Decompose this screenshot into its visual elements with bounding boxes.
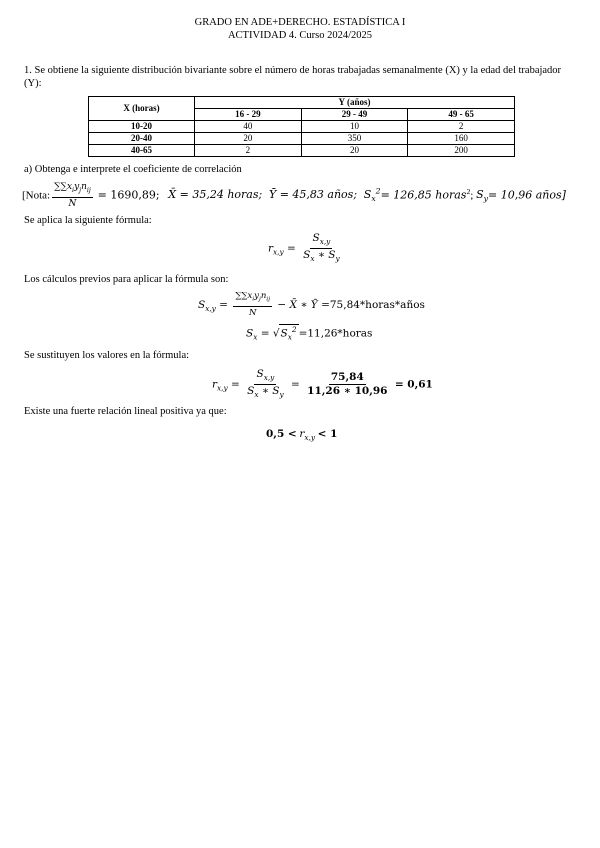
table-cell: 20 [301, 145, 408, 157]
note-ybar: Ȳ = 45,83 años; [268, 188, 358, 202]
table-row [89, 121, 515, 133]
table-cell: 160 [408, 133, 515, 145]
table-cell: 20 [195, 133, 302, 145]
subst-intro: Se sustituyen los valores en la fórmula: [24, 350, 190, 361]
question-a: a) Obtenga e interprete el coeficiente de correlación [24, 164, 242, 175]
y-header: Y (años) [195, 97, 515, 109]
subst-den: 11,26 ∗ 10,96 [307, 385, 388, 398]
correlation-formula: $r_{x,y}$ = $\frac{S_{x,y}}{S_x ∗ S_y}$ [268, 232, 340, 264]
y-range: 49 - 65 [408, 109, 515, 121]
note-sum-den: N [68, 198, 77, 209]
sx-formula: $S_x = √S_x^2$ =11,26*horas [246, 325, 373, 342]
header-title: GRADO EN ADE+DERECHO. ESTADÍSTICA I [194, 17, 406, 28]
note-sum-value: = 1690,89; [97, 188, 160, 202]
problem-statement: 1. Se obtiene la siguiente distribución bivariante sobre el número de horas trabajadas semanalmente (X) y la edad del trabajador (Y): [24, 65, 562, 89]
note-sx2: = 126,85 horas [380, 188, 467, 202]
range-inequality: $0,5 < r_{x,y} < 1$ [266, 428, 338, 443]
table-row [89, 145, 515, 157]
sxy-formula: $S_{x,y}$ = $\frac{\sum\sum x_iy_jn_{ij}}{N}$ − X̄ ∗ Ȳ =75,84*horas*años [198, 291, 425, 318]
table-cell: 350 [301, 133, 408, 145]
y-range: 29 - 49 [301, 109, 408, 121]
range-high: < 1 [317, 428, 338, 440]
table-cell: 2 [195, 145, 302, 157]
prev-intro: Los cálculos previos para aplicar la fórmula son: [24, 274, 229, 285]
substitution-formula: $r_{x,y}$ = $\frac{S_{x,y}}{S_x ∗ S_y}$ = $\frac{75,84}{11,26 ∗ 10,96}$ = 0,61 [212, 368, 433, 400]
formula-intro: Se aplica la siguiente fórmula: [24, 215, 152, 226]
x-range: 40-65 [89, 145, 195, 157]
distribution-table [88, 96, 515, 157]
table-cell: 40 [195, 121, 302, 133]
conclusion: Existe una fuerte relación lineal positiva ya que: [24, 406, 227, 417]
table-row [89, 133, 515, 145]
sxy-result: =75,84*horas*años [321, 298, 425, 311]
note-prefix: [Nota: [22, 189, 51, 202]
range-low: 0,5 < [266, 428, 297, 440]
subst-num: 75,84 [330, 371, 364, 384]
table-cell: 2 [408, 121, 515, 133]
x-header: X (horas) [89, 97, 195, 121]
y-range: 16 - 29 [195, 109, 302, 121]
note-sy: = 10,96 años] [488, 188, 566, 202]
table-cell: 200 [408, 145, 515, 157]
note-sum-num: ∑∑x [54, 182, 73, 192]
note-line: [Nota: $\frac{\sum\sum x_iy_jn_{ij}}{N}$ = 1690,89; X̄ = 35,24 horas; Ȳ = 45,83 años; $S_x^2= 126,85$ horas$^2$; $S_y= 10,96$ años] [22, 182, 566, 209]
x-range: 20-40 [89, 133, 195, 145]
x-range: 10-20 [89, 121, 195, 133]
subst-result: = 0,61 [394, 378, 433, 391]
note-xbar: X̄ = 35,24 horas; [168, 188, 263, 202]
table-cell: 10 [301, 121, 408, 133]
sx-result: =11,26*horas [298, 327, 373, 340]
header-subtitle: ACTIVIDAD 4. Curso 2024/2025 [227, 30, 373, 41]
